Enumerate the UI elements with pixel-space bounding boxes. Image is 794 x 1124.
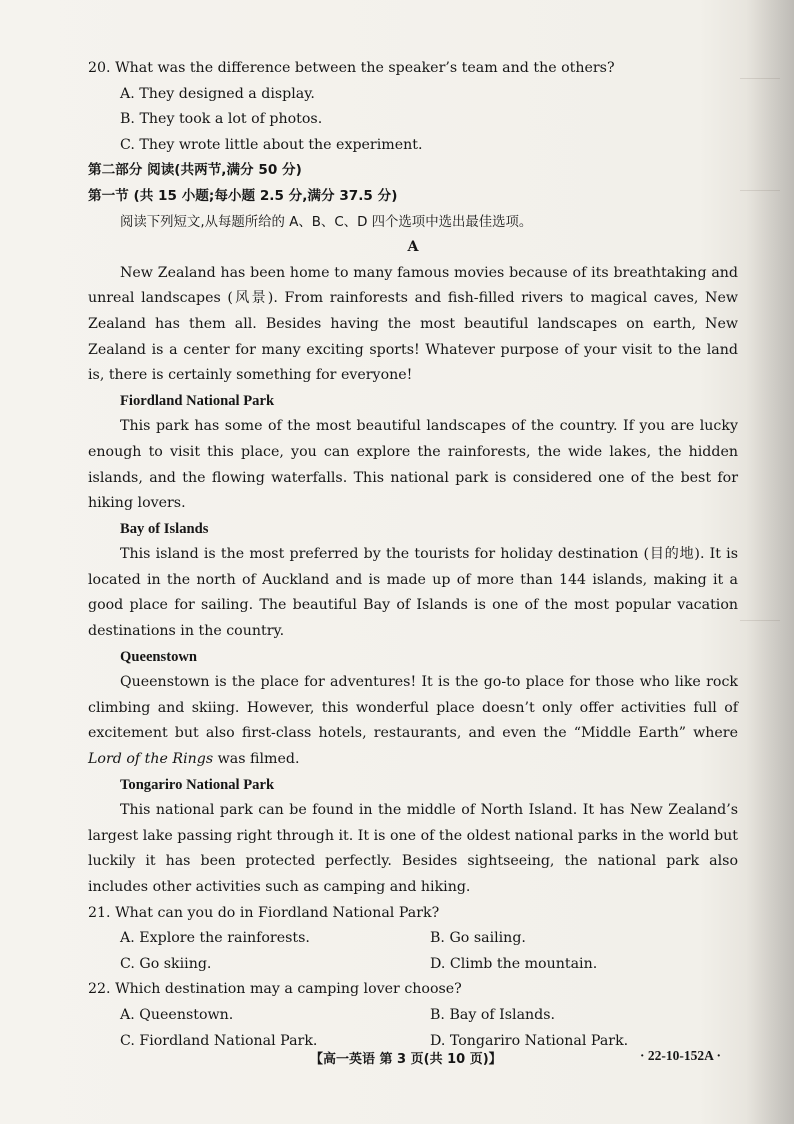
option-b: B. They took a lot of photos. bbox=[120, 111, 323, 128]
section-title: 第一节 (共 15 小题;每小题 2.5 分,满分 37.5 分) bbox=[88, 187, 398, 204]
section-body: This park has some of the most beautiful landscapes of the country. If you are lucky enough to visit this place, you can explore the rainforests, the wide lakes, the hidden islands, and the flowing waterfalls. This national park is considered one of the best for hiking lovers. bbox=[88, 418, 738, 512]
bleed-through-mark bbox=[740, 190, 780, 191]
option-b: B. Bay of Islands. bbox=[430, 1006, 556, 1023]
page-edge-shadow bbox=[746, 0, 794, 1124]
option-a: A. Explore the rainforests. bbox=[120, 930, 310, 947]
option-a: A. They designed a display. bbox=[120, 85, 315, 102]
passage-intro: New Zealand has been home to many famous movies because of its breathtaking and unreal landscapes (风景). From rainforests and fish-filled rivers to magical caves, New Zealand has them all. Besides having the most beautiful landscapes on earth, New Zealand is a center for many exciting sports! Whatever purpose of your visit to the land is, there is certainly something for everyone! bbox=[88, 264, 738, 384]
option-c: C. Go skiing. bbox=[120, 955, 212, 972]
bleed-through-mark bbox=[740, 78, 780, 79]
option-d: D. Tongariro National Park. bbox=[430, 1032, 629, 1049]
section-heading: Fiordland National Park bbox=[120, 392, 275, 409]
question-stem: 21. What can you do in Fiordland National Park? bbox=[88, 904, 440, 921]
question-21 bbox=[88, 901, 738, 978]
option-c: C. They wrote little about the experiment. bbox=[120, 136, 423, 153]
options-grid bbox=[88, 926, 738, 977]
section-heading: Bay of Islands bbox=[120, 520, 209, 537]
option-c: C. Fiordland National Park. bbox=[120, 1032, 318, 1049]
exam-code: · 22-10-152A · bbox=[640, 1048, 721, 1063]
page-footer bbox=[0, 1042, 794, 1072]
bleed-through-mark bbox=[740, 620, 780, 621]
section-heading: Queenstown bbox=[120, 648, 198, 665]
question-stem: 22. Which destination may a camping lover choose? bbox=[88, 981, 462, 998]
body-text: was filmed. bbox=[213, 751, 300, 768]
question-20 bbox=[88, 56, 738, 158]
option-a: A. Queenstown. bbox=[120, 1006, 234, 1023]
option-d: D. Climb the mountain. bbox=[430, 955, 598, 972]
section-body: This national park can be found in the middle of North Island. It has New Zealand’s largest lake passing right through it. It is one of the oldest national parks in the world but luckily it has been protected perfectly. Besides sightseeing, the national park also includes other activities such as camping and hiking. bbox=[88, 802, 738, 895]
exam-content bbox=[88, 56, 738, 1054]
section-body: This island is the most preferred by the tourists for holiday destination (目的地). It is located in the north of Auckland and is made up of more than 144 islands, making it a good place for sailing. The beautiful Bay of Islands is one of the most popular vacation destinations in the country. bbox=[88, 546, 738, 640]
question-stem: 20. What was the difference between the speaker’s team and the others? bbox=[88, 60, 615, 76]
section-body bbox=[88, 670, 738, 772]
body-text: Queenstown is the place for adventures! It is the go-to place for those who like rock climbing and skiing. However, this wonderful place doesn’t only offer activities full of excitement but also first-class hotels, restaurants, and even the “Middle Earth” where bbox=[88, 674, 738, 742]
option-b: B. Go sailing. bbox=[430, 930, 526, 947]
section-instruction: 阅读下列短文,从每题所给的 A、B、C、D 四个选项中选出最佳选项。 bbox=[120, 214, 533, 230]
page-number-label: 【高一英语 第 3 页(共 10 页)】 bbox=[310, 1052, 502, 1067]
film-title: Lord of the Rings bbox=[88, 751, 214, 768]
passage-label: A bbox=[407, 239, 419, 256]
part-title: 第二部分 阅读(共两节,满分 50 分) bbox=[88, 162, 302, 179]
section-heading: Tongariro National Park bbox=[120, 776, 275, 793]
